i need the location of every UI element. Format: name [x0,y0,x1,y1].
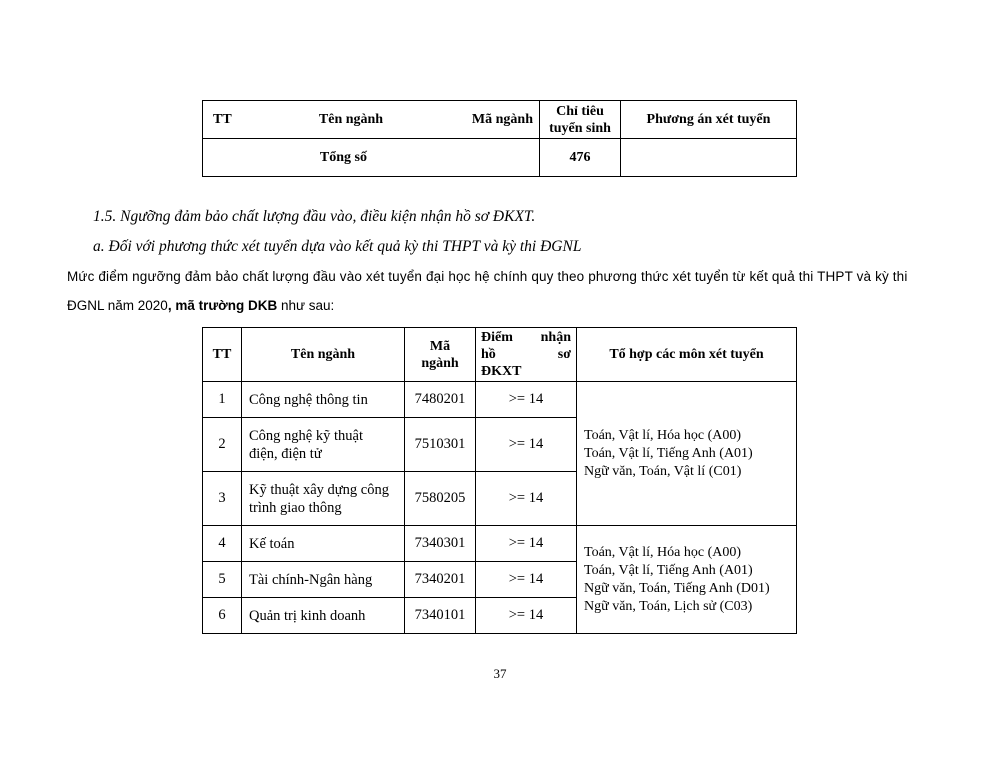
threshold-table [202,327,797,634]
threshold-table-header-row [203,328,797,382]
row-code: 7340101 [405,598,476,634]
table-row [203,382,797,418]
t2-header-points-w4: sơ [557,347,571,362]
row-name-line2: điện, điện tử [249,445,322,462]
body-line-2-suffix: như sau: [277,298,335,313]
body-line-1: Mức điểm ngưỡng đảm bảo chất lượng đầu vào xét tuyển đại học hệ chính quy theo phương thức xét tuyển từ kết quả thi THPT và kỳ thi [67,269,908,284]
summary-table-header-row [203,101,797,139]
row-points: >= 14 [476,562,577,598]
row-name: Kế toán [242,526,405,562]
t2-header-code [405,328,476,382]
row-name-line1: Công nghệ kỹ thuật [249,427,363,444]
header-quota-line1: Chỉ tiêu [556,103,604,119]
row-code: 7340301 [405,526,476,562]
row-name: Tài chính-Ngân hàng [242,562,405,598]
t2-header-points-w1: Điểm [481,330,513,345]
row-tt: 2 [203,418,242,472]
row-points: >= 14 [476,526,577,562]
section-heading: 1.5. Ngưỡng đảm bảo chất lượng đầu vào, điều kiện nhận hồ sơ ĐKXT. [93,208,536,225]
body-line-2 [67,298,334,313]
row-code: 7580205 [405,472,476,526]
combo-line: Toán, Vật lí, Hóa học (A00) [584,427,742,443]
total-value: 476 [540,139,621,177]
row-name-line1: Kỹ thuật xây dựng công [249,481,389,498]
combo-line: Ngữ văn, Toán, Tiếng Anh (D01) [584,580,770,596]
combo-group-1 [577,382,797,526]
header-plan: Phương án xét tuyển [621,101,797,139]
row-name-line2: trình giao thông [249,499,342,516]
combo-line: Toán, Vật lí, Hóa học (A00) [584,544,742,560]
row-tt: 5 [203,562,242,598]
row-name [242,418,405,472]
header-quota-line2: tuyển sinh [549,120,611,136]
row-tt: 6 [203,598,242,634]
header-code: Mã ngành [451,101,540,139]
subsection-heading: a. Đối với phương thức xét tuyển dựa vào kết quả kỳ thi THPT và kỳ thi ĐGNL [93,238,582,255]
row-tt: 3 [203,472,242,526]
t2-header-points-w5: ĐKXT [481,364,522,379]
summary-total-row [203,139,797,177]
combo-line: Toán, Vật lí, Tiếng Anh (A01) [584,445,753,461]
combo-line: Toán, Vật lí, Tiếng Anh (A01) [584,562,753,578]
body-line-2-prefix: ĐGNL năm 2020 [67,298,168,313]
t2-header-code-line2: ngành [421,355,459,371]
row-code: 7480201 [405,382,476,418]
t2-header-combo: Tổ hợp các môn xét tuyển [577,328,797,382]
combo-group-2 [577,526,797,634]
row-name [242,472,405,526]
school-code-text: , mã trường DKB [167,298,278,313]
row-code: 7510301 [405,418,476,472]
total-label: Tổng số [319,149,367,165]
table-row [203,526,797,562]
row-points: >= 14 [476,382,577,418]
total-label-cell [203,139,452,177]
row-code: 7340201 [405,562,476,598]
row-tt: 1 [203,382,242,418]
summary-table [202,100,797,177]
page-number: 37 [493,666,507,681]
row-points: >= 14 [476,598,577,634]
row-points: >= 14 [476,472,577,526]
row-name: Công nghệ thông tin [242,382,405,418]
combo-line: Ngữ văn, Toán, Vật lí (C01) [584,463,742,479]
header-quota [540,101,621,139]
t2-header-name: Tên ngành [242,328,405,382]
t2-header-tt: TT [203,328,242,382]
t2-header-points [476,328,577,382]
t2-header-code-line1: Mã [429,338,451,354]
total-plan-cell [621,139,797,177]
total-empty-cell [451,139,540,177]
row-points: >= 14 [476,418,577,472]
header-name: Tên ngành [251,101,451,139]
t2-header-points-w3: hồ [481,347,496,362]
row-tt: 4 [203,526,242,562]
header-tt: TT [203,101,252,139]
t2-header-points-w2: nhận [540,330,571,345]
combo-line: Ngữ văn, Toán, Lịch sử (C03) [584,598,753,614]
row-name: Quản trị kinh doanh [242,598,405,634]
